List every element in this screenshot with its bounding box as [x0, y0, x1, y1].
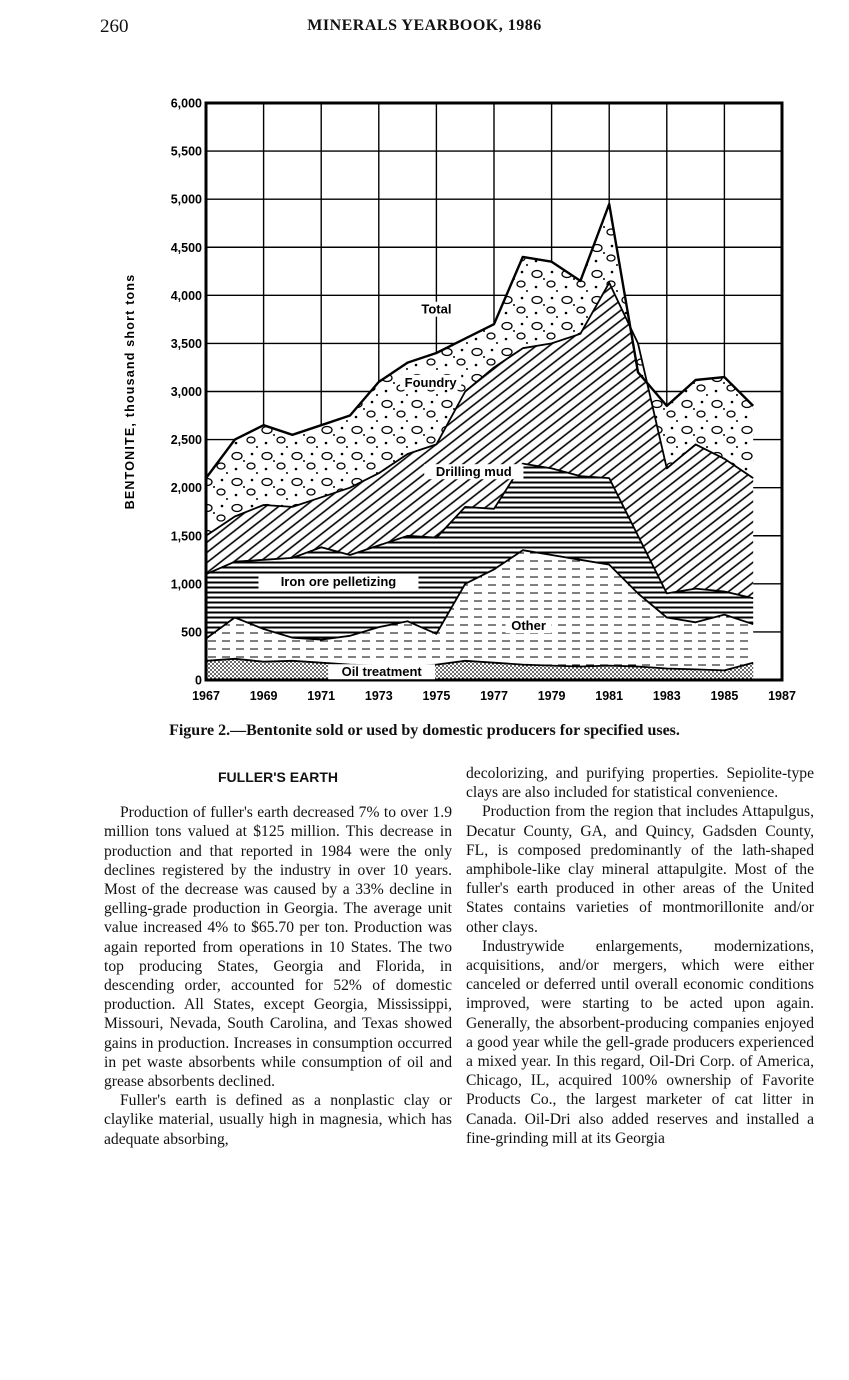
area-label: Oil treatment: [341, 664, 422, 680]
area-label: Drilling mud: [435, 464, 512, 480]
paragraph-continuation: decolorizing, and purifying properties. Sepiolite-type clays are also included for statistical convenience.: [466, 765, 814, 802]
y-tick-label: 5,500: [170, 144, 202, 159]
paragraph: Fuller's earth is defined as a nonplastic clay or claylike material, usually high in magnesia, which has adequate absorbing,: [104, 1092, 452, 1148]
right-column: [466, 764, 814, 1148]
figure-caption: Figure 2.—Bentonite sold or used by domestic producers for specified uses.: [169, 722, 680, 739]
x-tick-label: 1967: [192, 689, 220, 703]
y-tick-label: 500: [181, 625, 202, 640]
area-label: Iron ore pelletizing: [280, 573, 397, 589]
x-tick-label: 1969: [249, 689, 278, 703]
paragraph: Production from the region that includes Attapulgus, Decatur County, GA, and Quincy, Gadsden County, FL, is composed predominantly of the lath-shaped amphibole-like clay mineral attapulgite. Most of the fuller's earth produced in other areas of the United States contains varieties of montmorillonite and/or other clays.: [466, 803, 814, 936]
x-tick-label: 1977: [480, 689, 508, 703]
y-tick-label: 1,000: [170, 577, 202, 592]
x-tick-label: 1971: [307, 689, 336, 703]
x-tick-label: 1983: [652, 689, 681, 703]
x-tick-label: 1985: [710, 689, 739, 703]
y-tick-label: 2,000: [170, 481, 202, 496]
y-tick-label: 3,500: [170, 336, 202, 351]
y-tick-label: 4,500: [170, 240, 202, 255]
area-layers: [206, 204, 753, 680]
area-label: Other: [511, 618, 546, 634]
x-tick-label: 1973: [364, 689, 393, 703]
left-column: [104, 764, 452, 1149]
bentonite-chart: [110, 85, 810, 705]
y-tick-label: 3,000: [170, 385, 202, 399]
paragraph: Industrywide enlargements, modernizations, acquisitions, and/or mergers, which were either canceled or deferred until overall economic conditions improved, were starting to be acted upon again. Generally, the absorbent-producing companies enjoyed a good year while the gell-grade producers experienced a mixed year. In this regard, Oil-Dri Corp. of America, Chicago, IL, acquired 100% ownership of Favorite Products Co., the largest marketer of cat litter in Canada. Oil-Dri also added reserves and installed a fine-grinding mill at its Georgia: [466, 937, 814, 1147]
y-tick-label: 5,000: [170, 192, 202, 207]
x-tick-label: 1987: [768, 689, 796, 703]
y-tick-label: 2,500: [170, 433, 202, 448]
x-tick-label: 1981: [595, 689, 624, 703]
y-tick-label: 1,500: [170, 529, 202, 544]
page-number: 260: [100, 16, 129, 37]
y-axis-title: BENTONITE, thousand short tons: [123, 273, 137, 510]
x-tick-label: 1975: [422, 689, 451, 703]
y-tick-label: 0: [195, 673, 202, 688]
y-tick-label: 6,000: [170, 96, 202, 111]
y-tick-label: 4,000: [170, 288, 202, 303]
paragraph: Production of fuller's earth decreased 7% to over 1.9 million tons valued at $125 million. This decrease in production and that reported in 1984 were the only declines registered by the industry in over 10 years. Most of the decrease was caused by a 33% decline in gelling-grade production in Georgia. The average unit value increased 4% to $65.70 per ton. Production was again reported from operations in 10 States. The two top producing States, Georgia and Florida, in descending order, accounted for 52% of domestic production. All States, except Georgia, Mississippi, Missouri, Nevada, South Carolina, and Texas showed gains in production. Increases in consumption occurred in pet waste absorbents while consumption of oil and grease absorbents declined.: [104, 804, 452, 1091]
section-heading: FULLER'S EARTH: [218, 769, 338, 785]
area-label: Foundry: [404, 374, 457, 390]
running-head: MINERALS YEARBOOK, 1986: [307, 17, 542, 34]
x-tick-label: 1979: [537, 689, 566, 703]
area-label: Total: [421, 301, 452, 317]
